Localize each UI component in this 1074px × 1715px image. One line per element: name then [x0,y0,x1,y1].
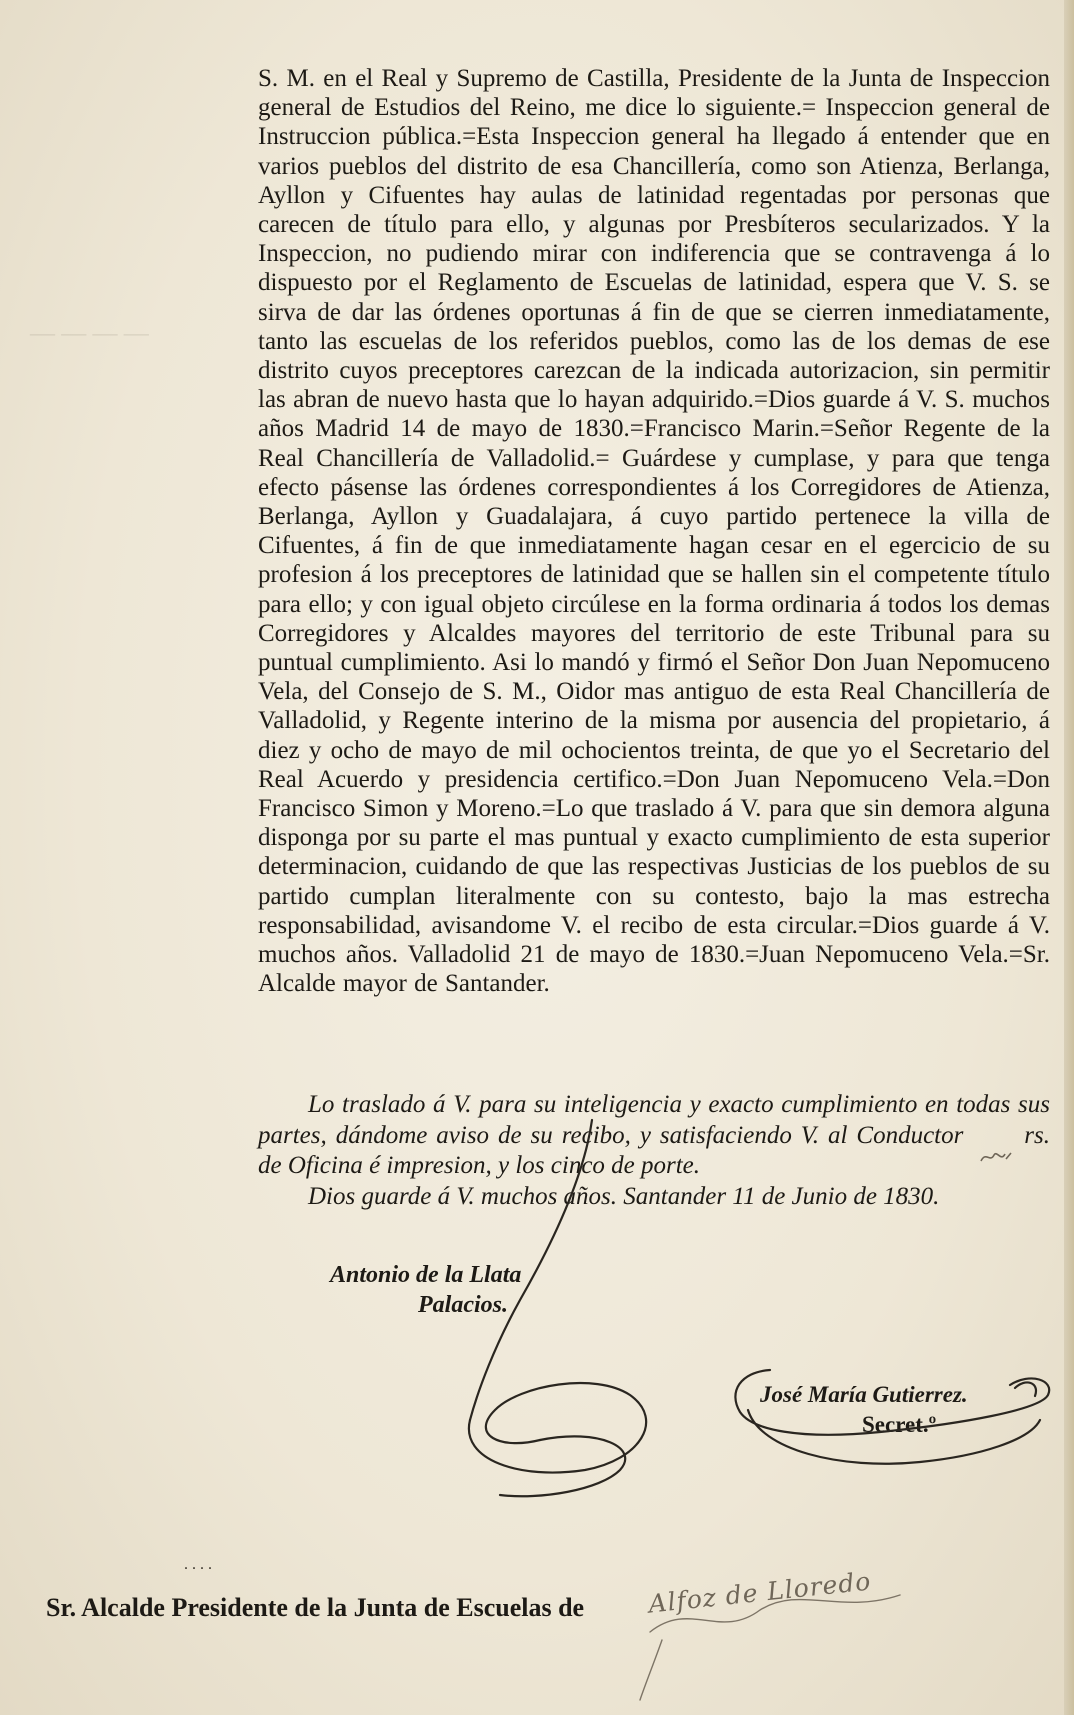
llata-rubric-loop [469,1383,646,1473]
circular-body-text: S. M. en el Real y Supremo de Castilla, Presidente de la Junta de Inspeccion general de Estudios del Reino, me dice lo siguiente.= Inspeccion general de Instruccion pública.=Esta Inspeccion general ha llegado á entender que en varios pueblos del distrito de esa Chancillería, como son Atienza, Berlanga, Ayllon y Cifuentes hay aulas de latinidad regentadas por personas que carecen de título para ello, y algunas por Presbíteros secularizados. Y la Inspeccion, no pudiendo mirar con indiferencia que se contravenga á lo dispuesto por el Reglamento de Escuelas de latinidad, espera que V. S. se sirva de dar las órdenes oportunas á fin de que se cierren inmediatamente, tanto las escuelas de los referidos pueblos, como las de los demas de ese distrito cuyos preceptores carezcan de la indicada autorizacion, sin permitir las abran de nuevo hasta que lo hayan adquirido.=Dios guarde á V. S. muchos años Madrid 14 de mayo de 1830.=Francisco Marin.=Señor Regente de la Real Chancillería de Valladolid.= Guárdese y cumplase, y para que tenga efecto pásense las órdenes correspondientes á los Corregidores de Atienza, Berlanga, Ayllon y Guadalajara, á cuyo partido pertenece la villa de Cifuentes, á fin de que inmediatamente hagan cesar en el egercicio de su profesion á los preceptores de latinidad que se hallen sin el competente título para ello; y con igual objeto circúlese en la forma ordinaria á todos los demas Corregidores y Alcaldes mayores del territorio de este Tribunal para su puntual cumplimiento. Asi lo mandó y firmó el Señor Don Juan Nepomuceno Vela, del Consejo de S. M., Oidor mas antiguo de esta Real Chancillería de Valladolid, y Regente interino de la misma por ausencia del propietario, á diez y ocho de mayo de mil ochocientos treinta, de que yo el Secretario del Real Acuerdo y presidencia certifico.=Don Juan Nepomuceno Vela.=Don Francisco Simon y Moreno.=Lo que traslado á V. para que sin demora alguna disponga por su parte el mas puntual y exacto cumplimiento de esta superior determinacion, cuidando de que las respectivas Justicias de los pueblos de su partido cumplan literalmente con su contesto, bajo la mas estrecha responsabilidad, avisandome V. el recibo de esta circular.=Dios guarde á V. muchos años. Valladolid 21 de mayo de 1830.=Juan Nepomuceno Vela.=Sr. Alcalde mayor de Santander. [258,65,1058,998]
closing-text-part1: Lo traslado á V. para su inteligencia y exacto cumplimiento en todas sus partes, dándome aviso de su recibo, y satisfaciendo V. al Conductor [258,1091,1057,1149]
dateline: Dios guarde á V. muchos años. Santander 11 de Junio de 1830. [308,1182,940,1210]
closing-paragraph [258,1090,1057,1212]
llata-rubric-tail [500,1436,625,1496]
signatory-gutierrez-title: Secret.º [862,1412,937,1437]
addressee-line: Sr. Alcalde Presidente de la Junta de Escuelas de [46,1593,585,1622]
decorative-dots: . . . . [184,1556,212,1573]
addressee-handwritten: Alfoz de Lloredo [647,1566,873,1619]
gutierrez-rubric-flick [1015,1382,1036,1396]
closing-text-part2: rs. de Oficina é impresion, y los cinco de porte. [258,1121,1057,1179]
signatory-llata-name: Antonio de la Llata [330,1262,522,1288]
handwritten-fee-mark [978,1145,1014,1167]
bleed-through-left: — — — — [30,320,149,347]
page-edge [1064,0,1074,1715]
addressee-descender [640,1640,662,1700]
signatory-gutierrez-name: José María Gutierrez. [760,1382,968,1407]
signatory-llata-surname: Palacios. [418,1292,508,1318]
